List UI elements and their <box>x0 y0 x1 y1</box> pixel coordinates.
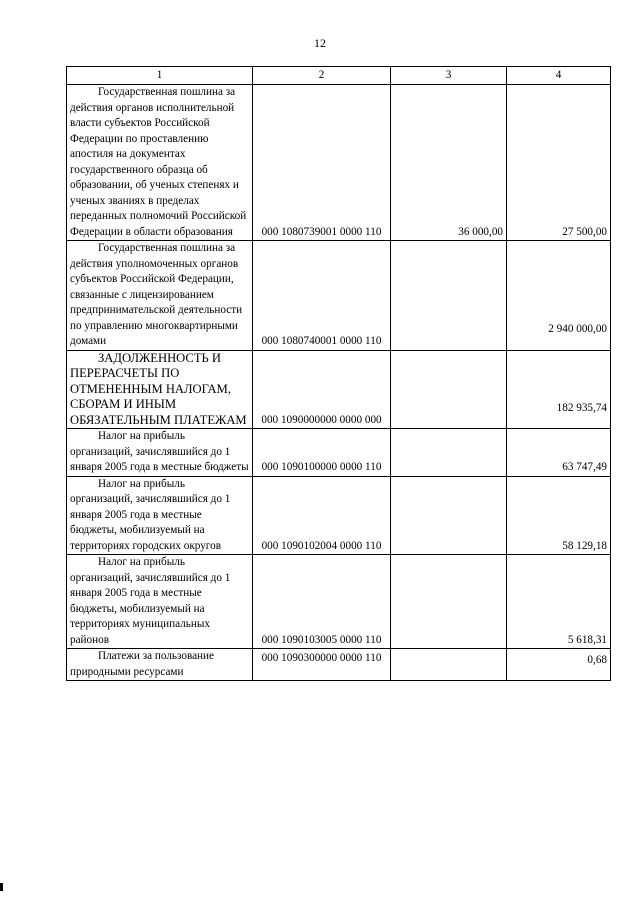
column-header: 1 <box>67 67 253 85</box>
table-row <box>67 555 611 649</box>
header-row <box>67 67 611 85</box>
table-row <box>67 241 611 351</box>
row-code: 000 1090000000 0000 000 <box>253 350 391 429</box>
column-header: 2 <box>253 67 391 85</box>
row-value-col4: 63 747,49 <box>507 429 611 477</box>
table-row <box>67 85 611 241</box>
scan-mark <box>0 883 3 891</box>
row-value-col3 <box>391 555 507 649</box>
row-value-col3 <box>391 241 507 351</box>
row-value-col4: 182 935,74 <box>507 350 611 429</box>
table-row <box>67 350 611 429</box>
row-name: Государственная пошлина за действия органов исполнительной власти субъектов Российской Федерации по проставлению апостиля на документах государственного образца об образовании, об ученых степенях и ученых званиях в пределах переданных полномочий Российской Федерации в области образования <box>67 85 253 241</box>
row-name: Государственная пошлина за действия уполномоченных органов субъектов Российской Федерации, связанные с лицензированием предпринимательской деятельности по управлению многоквартирными домами <box>67 241 253 351</box>
table-row <box>67 649 611 681</box>
row-code: 000 1090100000 0000 110 <box>253 429 391 477</box>
row-code: 000 1090103005 0000 110 <box>253 555 391 649</box>
row-value-col4: 58 129,18 <box>507 476 611 555</box>
row-name: Платежи за пользование природными ресурсами <box>67 649 253 681</box>
table-row <box>67 476 611 555</box>
column-header: 4 <box>507 67 611 85</box>
row-name: Налог на прибыль организаций, зачислявшийся до 1 января 2005 года в местные бюджеты, мобилизуемый на территориях муниципальных районов <box>67 555 253 649</box>
column-header: 3 <box>391 67 507 85</box>
row-value-col3 <box>391 476 507 555</box>
row-value-col3 <box>391 350 507 429</box>
row-value-col3 <box>391 649 507 681</box>
row-name: Налог на прибыль организаций, зачислявшийся до 1 января 2005 года в местные бюджеты, мобилизуемый на территориях городских округов <box>67 476 253 555</box>
row-value-col4: 27 500,00 <box>507 85 611 241</box>
row-code: 000 1080739001 0000 110 <box>253 85 391 241</box>
row-name: Налог на прибыль организаций, зачислявшийся до 1 января 2005 года в местные бюджеты <box>67 429 253 477</box>
page-number: 12 <box>314 36 326 50</box>
row-value-col4: 5 618,31 <box>507 555 611 649</box>
table-row <box>67 429 611 477</box>
table-header <box>67 67 611 85</box>
row-code: 000 1090300000 0000 110 <box>253 649 391 681</box>
row-code: 000 1090102004 0000 110 <box>253 476 391 555</box>
row-value-col3: 36 000,00 <box>391 85 507 241</box>
revenue-table <box>66 66 611 681</box>
row-code: 000 1080740001 0000 110 <box>253 241 391 351</box>
row-value-col4: 2 940 000,00 <box>507 241 611 351</box>
row-name: ЗАДОЛЖЕННОСТЬ И ПЕРЕРАСЧЕТЫ ПО ОТМЕНЕННЫМ НАЛОГАМ, СБОРАМ И ИНЫМ ОБЯЗАТЕЛЬНЫМ ПЛАТЕЖАМ <box>67 350 253 429</box>
row-value-col4: 0,68 <box>507 649 611 681</box>
row-value-col3 <box>391 429 507 477</box>
